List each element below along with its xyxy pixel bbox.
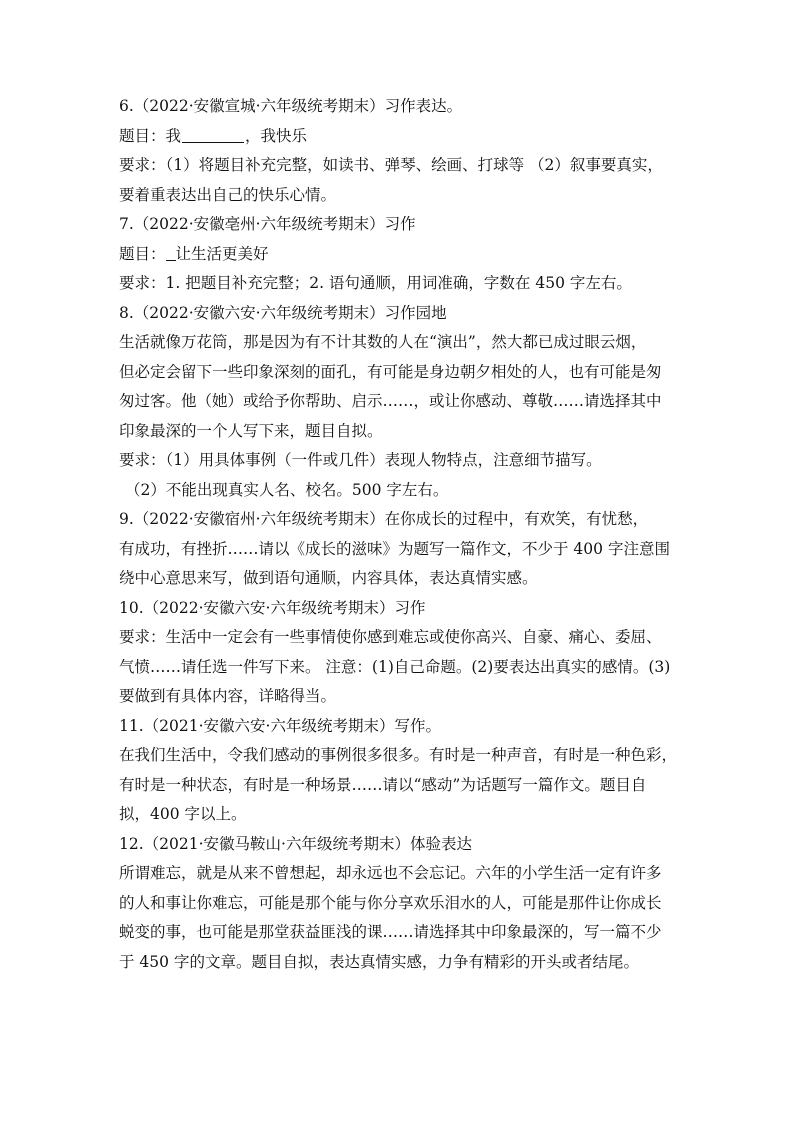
question-12-line-4: 于 450 字的文章。题目自拟，表达真情实感，力争有精彩的开头或者结尾。 [119, 952, 639, 971]
question-8-text-line-2: 但必定会留下一些印象深刻的面孔，有可能是身边朝夕相处的人，也有可能是匆 [119, 362, 662, 381]
question-list [119, 92, 679, 977]
question-6 [119, 92, 679, 210]
question-8-text-line-4: 印象最深的一个人写下来，题目自拟。 [119, 421, 383, 440]
question-9 [119, 505, 679, 594]
question-12 [119, 830, 679, 978]
question-8-requirement-line-1: 要求：（1）用具体事例（一件或几件）表现人物特点，注意细节描写。 [119, 451, 602, 469]
question-10-line-1: 要求：生活中一定会有一些事情使你感到难忘或使你高兴、自豪、痛心、委屈、 [119, 628, 662, 646]
fill-blank[interactable] [182, 124, 244, 143]
question-11-line-2: 有时是一种状态，有时是一种场景……请以“感动”为话题写一篇作文。题目自 [119, 775, 647, 794]
question-10 [119, 594, 679, 712]
question-7 [119, 210, 679, 299]
question-7-title-suffix: 让生活更美好 [175, 244, 269, 263]
question-11-line-1: 在我们生活中，令我们感动的事例很多很多。有时是一种声音，有时是一种色彩， [119, 746, 678, 764]
question-7-title [119, 240, 679, 270]
question-9-line-3: 绕中心意思来写，做到语句通顺，内容具体，表达真情实感。 [119, 569, 538, 587]
question-11 [119, 712, 679, 830]
fill-blank[interactable] [166, 242, 176, 261]
question-8-requirement-line-2: （2）不能出现真实人名、校名。500 字左右。 [125, 480, 449, 499]
question-7-heading: 7.（2022·安徽亳州·六年级统考期末）习作 [119, 215, 416, 233]
question-10-line-3: 要做到有具体内容，详略得当。 [119, 687, 337, 705]
question-12-line-2: 的人和事让你难忘，可能是那个能与你分享欢乐泪水的人，可能是那件让你成长 [119, 893, 662, 912]
question-6-title [119, 122, 679, 152]
question-10-heading: 10.（2022·安徽六安·六年级统考期末）习作 [119, 598, 426, 617]
question-8-heading: 8.（2022·安徽六安·六年级统考期末）习作园地 [119, 303, 447, 322]
question-10-line-2: 气愤……请任选一件写下来。 注意：(1)自己命题。(2)要表达出真实的感情。(3) [119, 657, 671, 676]
question-8-text-line-1: 生活就像万花筒，那是因为有不计其数的人在“演出”，然大都已成过眼云烟， [119, 333, 647, 351]
question-12-line-3: 蜕变的事，也可能是那堂获益匪浅的课……请选择其中印象最深的，写一篇不少 [119, 923, 662, 941]
question-6-title-prefix: 题目：我 [119, 126, 182, 145]
question-11-heading: 11.（2021·安徽六安·六年级统考期末）写作。 [119, 716, 441, 735]
question-9-line-2: 有成功，有挫折……请以《成长的滋味》为题写一篇作文，不少于 400 字注意围 [119, 539, 670, 558]
question-11-line-3: 拟，400 字以上。 [119, 805, 247, 823]
question-7-title-prefix: 题目： [119, 244, 166, 263]
question-6-title-suffix: ，我快乐 [245, 126, 308, 145]
question-8-text-line-3: 匆过客。他（她）或给予你帮助、启示……，或让你感动、尊敬……请选择其中 [119, 392, 662, 410]
question-6-requirement-line-2: 要着重表达出自己的快乐心情。 [119, 185, 337, 204]
question-9-line-1: 9.（2022·安徽宿州·六年级统考期末）在你成长的过程中，有欢笑，有忧愁， [119, 510, 649, 528]
question-6-requirement-line-1: 要求：（1）将题目补充完整，如读书、弹琴、绘画、打球等 （2）叙事要真实， [119, 156, 663, 174]
question-8 [119, 299, 679, 506]
question-6-heading: 6.（2022·安徽宣城·六年级统考期末）习作表达。 [119, 97, 463, 115]
question-12-line-1: 所谓难忘，就是从来不曾想起，却永远也不会忘记。六年的小学生活一定有许多 [119, 864, 662, 882]
question-7-requirement: 要求：1. 把题目补充完整；2. 语句通顺，用词准确，字数在 450 字左右。 [119, 274, 632, 292]
question-12-heading: 12.（2021·安徽马鞍山·六年级统考期末）体验表达 [119, 834, 472, 853]
